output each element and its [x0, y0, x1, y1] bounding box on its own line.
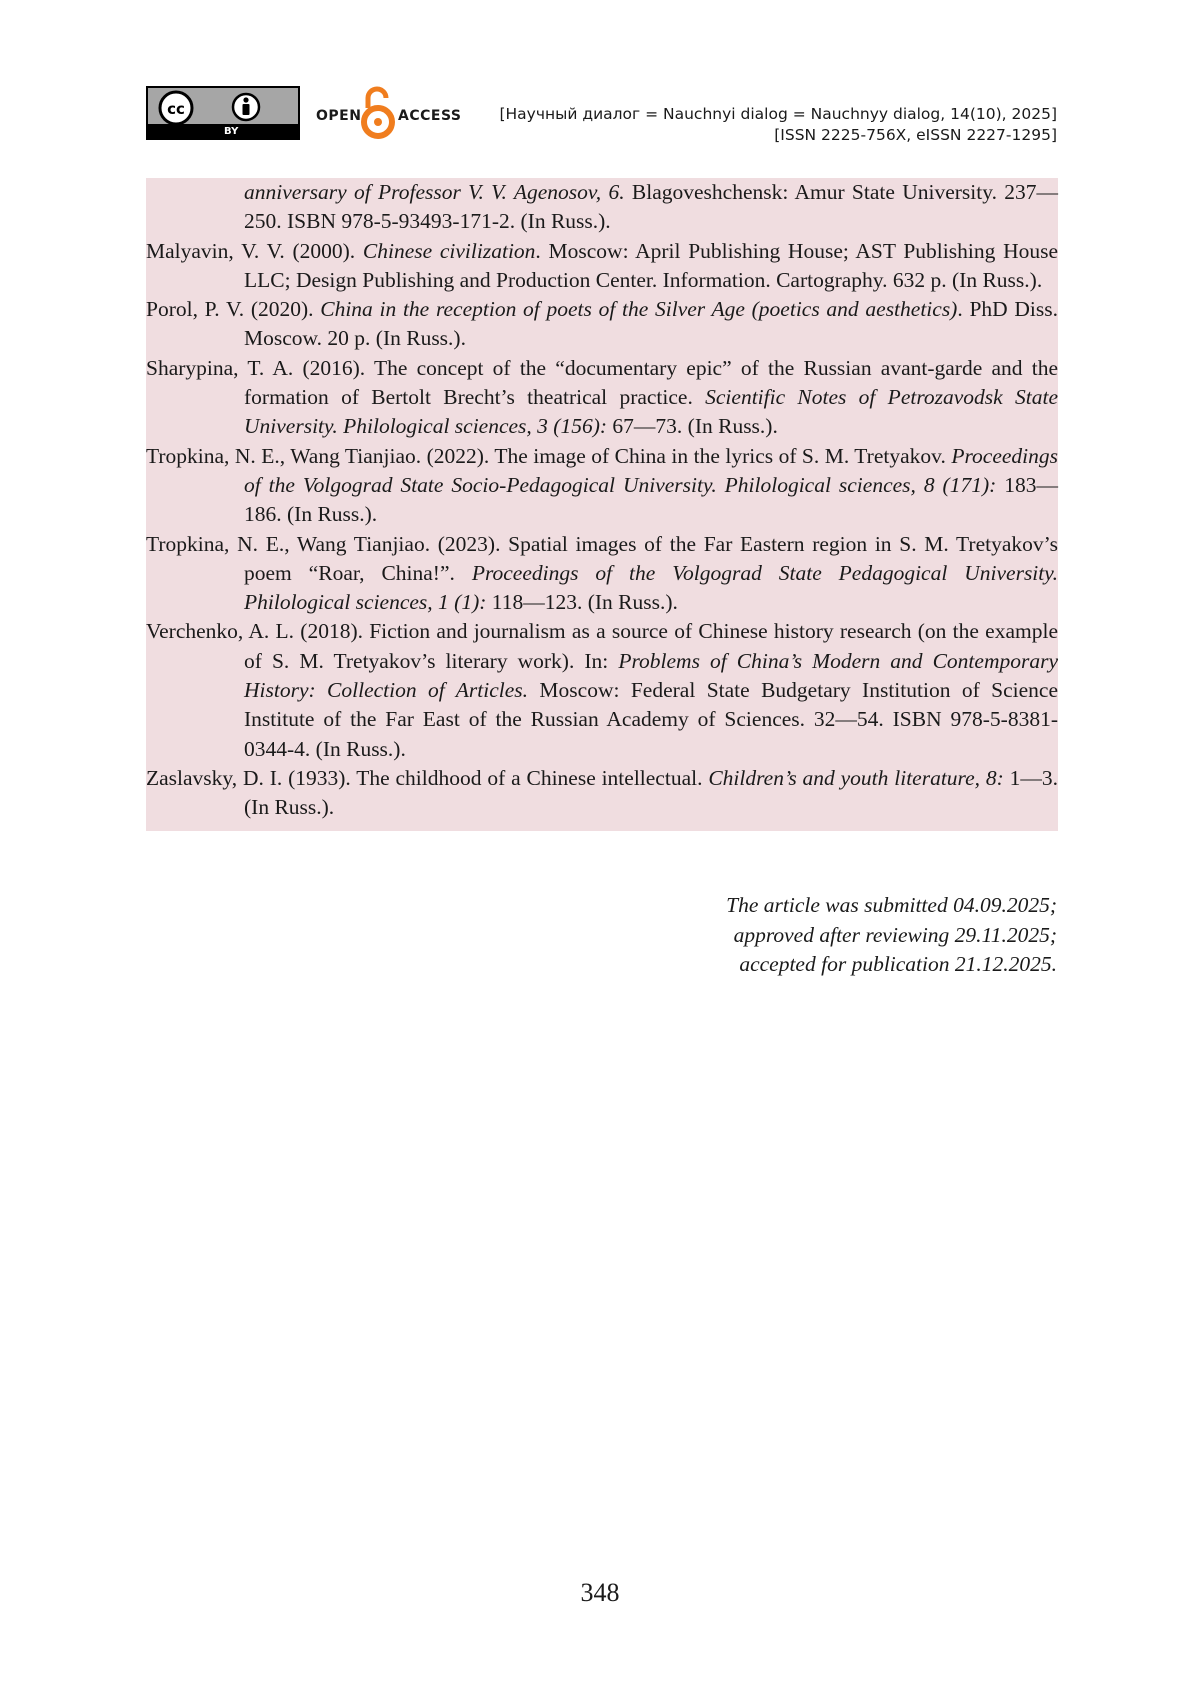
submitted-date: The article was submitted 04.09.2025; [726, 893, 1057, 917]
accepted-date: accepted for publication 21.12.2025. [739, 952, 1057, 976]
references-list [146, 178, 1058, 831]
open-access-left-text: OPEN [316, 108, 362, 124]
reference-entry [146, 764, 1058, 823]
reference-text: 1—3. (In Russ.). [244, 765, 1059, 820]
reference-text: . PhD Diss. Moscow. 20 p. (In Russ.). [244, 297, 1058, 351]
open-access-right-text: ACCESS [398, 108, 462, 124]
open-access-logo [316, 86, 462, 140]
reference-text: Tropkina, N. E., Wang Tianjiao. (2023). Spatial images of the Far Eastern region in S. M. Tretyakov’s poem “Roar, China!”. [146, 531, 1058, 585]
by-strip [148, 124, 298, 138]
submission-info [726, 891, 1057, 980]
open-access-lock-icon [360, 86, 396, 140]
reference-text: Moscow: Federal State Budgetary Institution of Science Institute of the Far East of the Russian Academy of Sciences. 32—54. ISBN 978-5-8381-0344-4. (In Russ.). [244, 678, 1059, 761]
journal-citation: [Научный диалог = Nauchnyi dialog = Nauchnyy dialog, 14(10), 2025] [499, 105, 1057, 123]
reference-title: anniversary of Professor V. V. Agenosov, 6. [244, 180, 625, 204]
reference-title: Problems of China’s Modern and Contemporary History: Collection of Articles. [244, 648, 1058, 703]
cc-by-license-badge [146, 86, 300, 140]
reference-text: 183—186. (In Russ.). [244, 472, 1059, 527]
reference-text: Tropkina, N. E., Wang Tianjiao. (2022). The image of China in the lyrics of S. M. Tretyakov. [146, 443, 952, 468]
reference-text: Zaslavsky, D. I. (1933). The childhood of a Chinese intellectual. [146, 765, 709, 790]
reference-text: 118—123. (In Russ.). [486, 590, 678, 615]
reference-entry [146, 354, 1058, 442]
cc-by-icon [148, 88, 298, 128]
reference-text: Malyavin, V. V. (2000). [146, 238, 363, 263]
reference-title: Children’s and youth literature, 8: [708, 765, 1004, 790]
reference-title: Proceedings of the Volgograd State Pedagogical University. Philological sciences, 1 (1): [244, 560, 1058, 615]
reference-text: Porol, P. V. (2020). [146, 297, 321, 322]
reference-text: 67—73. (In Russ.). [607, 414, 778, 439]
reference-entry [146, 442, 1058, 530]
reference-entry [146, 295, 1058, 354]
reference-text: . Moscow: April Publishing House; AST Publishing House LLC; Design Publishing and Production Center. Information. Cartography. 632 p. (In Russ.). [244, 238, 1059, 292]
license-badge-text: BY [224, 126, 239, 137]
journal-issn: [ISSN 2225-756X, eISSN 2227-1295] [774, 126, 1057, 144]
svg-text:cc: cc [167, 100, 185, 118]
reference-text: Blagoveshchensk: Amur State University. 237—250. ISBN 978-5-93493-171-2. (In Russ.). [244, 180, 1058, 234]
page-number: 348 [580, 1578, 620, 1607]
reference-entry [146, 530, 1058, 618]
reference-title: China in the reception of poets of the Silver Age (poetics and aesthetics) [320, 297, 958, 322]
reference-title: Scientific Notes of Petrozavodsk State University. Philological sciences, 3 (156): [244, 385, 1058, 439]
journal-info [499, 104, 1057, 146]
reference-text: Sharypina, T. A. (2016). The concept of the “documentary epic” of the Russian avant-garde and the formation of Bertolt Brecht’s theatrical practice. [146, 355, 1058, 410]
reference-title: Proceedings of the Volgograd State Socio-Pedagogical University. Philological sciences, 8 (171): [244, 443, 1058, 497]
reference-text: Verchenko, A. L. (2018). Fiction and journalism as a source of Chinese history research (on the example of S. M. Tretyakov’s literary work). In: [146, 619, 1058, 673]
reference-title: Chinese civilization [362, 238, 536, 263]
reference-entry [146, 237, 1058, 296]
reference-entry [146, 617, 1058, 763]
approved-date: approved after reviewing 29.11.2025; [733, 922, 1057, 947]
reference-entry [146, 178, 1058, 237]
